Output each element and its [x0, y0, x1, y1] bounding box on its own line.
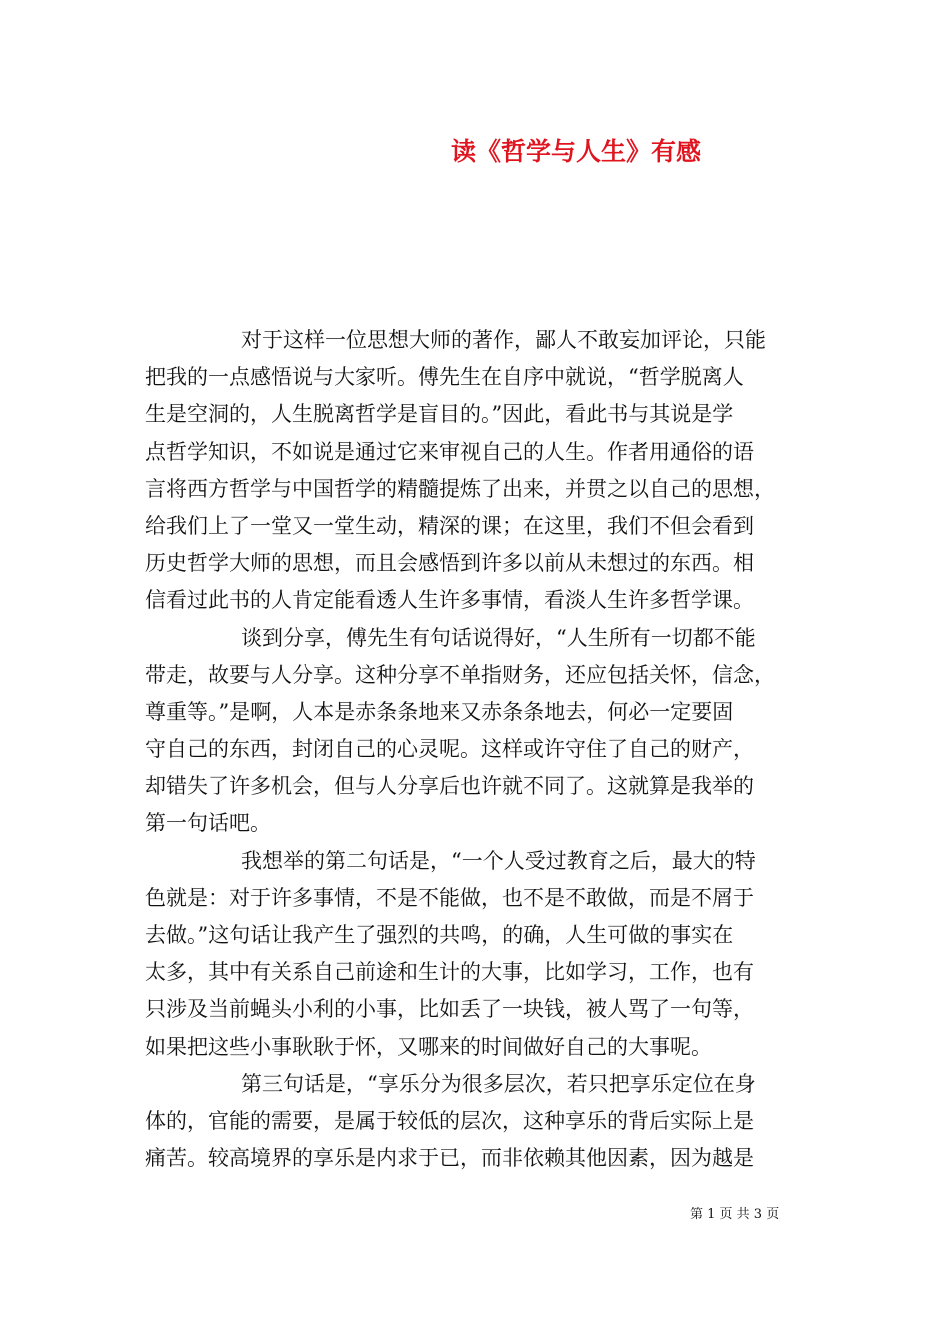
paragraph-line: 我想举的第二句话是，“一个人受过教育之后，最大的特 — [241, 848, 756, 873]
paragraph-line: 守自己的东西，封闭自己的心灵呢。这样或许守住了自己的财产， — [145, 737, 754, 762]
paragraph-line: 色就是：对于许多事情，不是不能做，也不是不敢做，而是不屑于 — [145, 885, 754, 910]
paragraph-line: 把我的一点感悟说与大家听。傅先生在自序中就说，“哲学脱离人 — [145, 365, 744, 390]
paragraph-line: 却错失了许多机会，但与人分享后也许就不同了。这就算是我举的 — [145, 774, 754, 799]
paragraph-line: 只涉及当前蝇头小利的小事，比如丢了一块钱，被人骂了一句等， — [145, 997, 754, 1022]
paragraph-line: 信看过此书的人肯定能看透人生许多事情，看淡人生许多哲学课。 — [145, 588, 754, 613]
paragraph-line: 对于这样一位思想大师的著作，鄙人不敢妄加评论，只能 — [241, 328, 766, 352]
paragraph-line: 体的，官能的需要，是属于较低的层次，这种享乐的背后实际上是 — [145, 1108, 754, 1133]
paragraph-line: 第三句话是，“享乐分为很多层次，若只把享乐定位在身 — [241, 1071, 756, 1096]
paragraph-line: 谈到分享，傅先生有句话说得好，“人生所有一切都不能 — [241, 625, 756, 650]
document-body — [145, 322, 815, 1177]
paragraph-line: 带走，故要与人分享。这种分享不单指财务，还应包括关怀，信念， — [145, 662, 775, 687]
page-number-footer: 第 1 页 共 3 页 — [690, 1207, 780, 1222]
paragraph-line: 历史哲学大师的思想，而且会感悟到许多以前从未想过的东西。相 — [145, 551, 754, 576]
paragraph-line: 言将西方哲学与中国哲学的精髓提炼了出来，并贯之以自己的思想， — [145, 476, 775, 501]
paragraph-line: 去做。”这句话让我产生了强烈的共鸣，的确，人生可做的事实在 — [145, 923, 734, 947]
paragraph-line: 尊重等。”是啊，人本是赤条条地来又赤条条地去，何必一定要固 — [145, 699, 734, 724]
paragraph-line: 生是空洞的，人生脱离哲学是盲目的。”因此，看此书与其说是学 — [145, 402, 734, 427]
paragraph-line: 给我们上了一堂又一堂生动，精深的课；在这里，我们不但会看到 — [145, 513, 754, 538]
paragraph-line: 痛苦。较高境界的享乐是内求于已，而非依赖其他因素，因为越是 — [145, 1146, 754, 1171]
paragraph-line: 太多，其中有关系自己前途和生计的大事，比如学习，工作，也有 — [145, 960, 754, 985]
paragraph-line: 如果把这些小事耿耿于怀，又哪来的时间做好自己的大事呢。 — [145, 1034, 712, 1059]
document-title: 读《哲学与人生》有感 — [450, 137, 701, 166]
paragraph-line: 点哲学知识，不如说是通过它来审视自己的人生。作者用通俗的语 — [145, 439, 754, 464]
paragraph-line: 第一句话吧。 — [145, 811, 271, 836]
